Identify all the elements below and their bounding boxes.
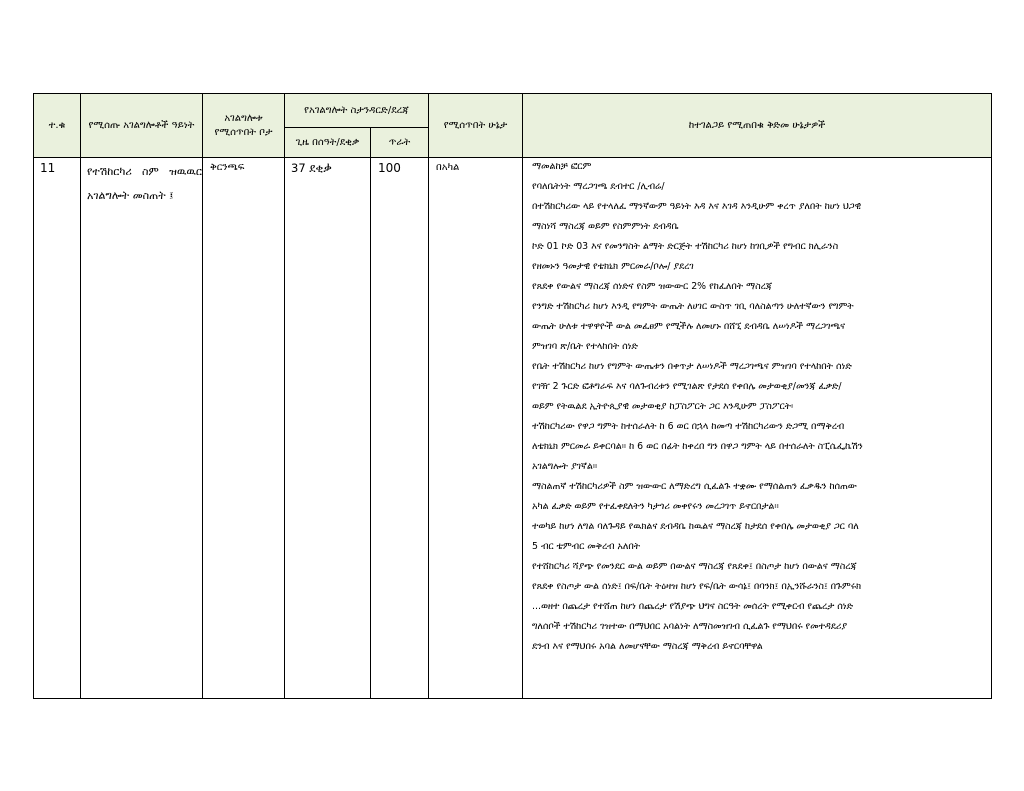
requirement-item: ተወካይ ከሆነ ለግል ባለጉዳይ የዉክልና ደብዳቤ ከዉልና ማስረጃ ከታደሰ የቀበሌ መታወቂያ ጋር ባለ — [532, 521, 859, 532]
requirement-item: የዘመኑን ዓመታዊ የቴክኒክ ምርመራ/ቦሎ/ ያደረገ — [532, 261, 694, 272]
requirement-item: ወይም የትዉልደ ኢትዮጲያዊ መታወቂያ ከፓስፖርት ጋር እንዲሁም ፓስፖርት፡ — [532, 401, 794, 412]
requirement-item: የጸደቀ የውልና ማስረጃ ሰነድና የስም ዝውውር 2% የከፈለበት ማስረጃ — [532, 281, 772, 292]
header-service-location-label: አገልግሎቱ የሚሰጥበት ቦታ — [214, 112, 273, 138]
requirement-item: የንግድ ተሽከርካሪ ከሆነ እንዲ የግምት ውጤት ለሀገር ውስጥ ገቢ ባለስልጣን ሁለተኛውን የግምት — [532, 301, 854, 312]
service-location-cell: ቅርንጫፍ — [210, 162, 245, 173]
service-time-cell: 37 ደቂቃ — [291, 161, 332, 175]
requirement-item: ተሽከርካሪው የዋጋ ግምት ከተሰራለት ከ 6 ወር በኋላ ከመጣ ተሽከርካሪውን ድጋሚ በማቅረብ — [532, 421, 845, 432]
header-quality — [371, 128, 429, 158]
col-divider — [202, 158, 203, 699]
header-time — [285, 128, 371, 158]
requirement-item: ደንብ እና የማህበሩ አባል ለመሆናቸው ማስረጃ ማቅረብ ይኖርባቸዋል — [532, 641, 763, 652]
requirement-item: የባለቤትነት ማረጋገጫ ደብተር /ሊብሬ/ — [532, 181, 665, 192]
header-standard-label: የአገልግሎት ስታንዳርድ/ደረጃ — [304, 104, 409, 116]
requirement-item: በተሽከርካሪው ላይ የተላለፈ ማንኛውም ዓይነት እዳ እና እገዳ እንዲሁም ቀረጥ ያለበት ከሆነ ህጋዊ — [532, 201, 862, 212]
service-type-cell: የተሽከርካሪ ስም ዝዉዉር አገልግሎት መስጠት ፤ — [87, 165, 202, 202]
requirement-item: አገልግሎት ያገኛል። — [532, 461, 598, 472]
delivery-mode-cell: በአካል — [436, 162, 460, 173]
requirement-item: ግለሰቦች ተሽከርካሪ ገዝተው በማህበር አባልነት ለማስመዝገብ ሲፈልጉ የማህበሩ የመተዳደሪያ — [532, 621, 848, 632]
header-service-type-label: የሚሰጡ አገልግሎቶች ዓይነት — [88, 119, 195, 131]
header-service-type — [81, 94, 203, 158]
requirement-item: የቤት ተሽከርካሪ ከሆነ የግምት ውጤቱን በቀጥታ ለሠነዶች ማረጋገጫና ምዝገባ የተላከበት ሰነድ — [532, 361, 852, 372]
requirement-item: የገዥ 2 ጉርድ ፎቶግራፍ እና ባለጉብረቱን የሚገልጽ የታደሰ የቀበሌ መታወቂያ/መንጃ ፈቃድ/ — [532, 381, 842, 392]
row-number: 11 — [40, 161, 56, 175]
service-quality-cell: 100 — [378, 161, 401, 175]
col-divider — [370, 158, 371, 699]
requirement-item: የተሸከርካሪ ሻያጭ የመንደር ውል ወይም በውልና ማስረጃ የጸደቀ፤ በስጦታ ከሆነ በውልና ማስረጃ — [532, 561, 857, 572]
requirement-item: ማስነሻ ማስረጃ ወይም የስምምነት ደብዳቤ — [532, 221, 679, 232]
header-standard — [285, 94, 429, 128]
header-time-label: ጊዜ በሰዓት/ደቂቃ — [295, 136, 360, 148]
col-divider — [284, 158, 285, 699]
col-divider — [428, 158, 429, 699]
header-requirements-label: ከተገልጋይ የሚጠበቁ ቅድመ ሁኔታዎች — [688, 119, 826, 131]
requirement-item: ውጤት ሁለቱ ተዋዋዮች ውል መፈፀም የሚችሉ ለመሆኑ በሸኚ ደብዳቤ ለሠነዶች ማረጋገጫና — [532, 321, 846, 332]
requirement-item: ኮድ 01 ኮድ 03 እና የመንግስት ልማት ድርጅት ተሽከርካሪ ከሆነ ከገቢዎች የግብር ክሊራንስ — [532, 241, 839, 252]
requirement-item: ...ወዘተ በጨረታ የተሸጠ ከሆነ በጨረታ የሽያጭ ህግና ስርዓት መሰረት የሚቀርብ የጨረታ ሰነድ — [532, 601, 853, 612]
header-no-label: ተ.ቁ — [48, 119, 66, 131]
header-quality-label: ጥራት — [388, 136, 411, 148]
header-service-location — [203, 94, 285, 158]
header-delivery-mode — [429, 94, 523, 158]
requirement-item: አካል ፈቃድ ወይም የተፈቀደለትን ካታጎሪ መቀየሩን መረጋገጥ ይኖርበታል። — [532, 501, 779, 512]
requirements-list — [532, 157, 987, 657]
requirement-item: ምዝገባ ጽ/ቤት የተላከበት ሰነድ — [532, 341, 638, 352]
requirement-item: 5 ብር ቴምብር መቅረብ አለበት — [532, 541, 641, 552]
col-divider — [80, 158, 81, 699]
col-divider — [522, 158, 523, 699]
requirement-item: ማስልጠኛ ተሽከርካሪዎች ስም ዝውውር ለማድረግ ሲፈልጉ ተቋሙ የማሰልጠን ፈቃዱን ከሰጠው — [532, 481, 857, 492]
header-requirements — [523, 94, 991, 158]
header-no — [34, 94, 81, 158]
requirement-item: ለቴክኒክ ምርመራ ይቀርባል። ከ 6 ወር በፊት ከቀረበ ግን በዋጋ ግምት ላይ በተሰራለት ስፒሴፌኬሽን — [532, 441, 863, 452]
requirement-item: ማመልከቻ ፎርም — [532, 161, 592, 172]
header-delivery-mode-label: የሚሰጥበት ሁኔታ — [443, 119, 508, 131]
requirement-item: የጸደቀ የስጦታ ውል ሰነድ፤ በፍ/ቤት ትዕዛዝ ከሆነ የፍ/ቤት ውሳኔ፤ በባንክ፤ በኢንሹራንስ፤ በጉምሩክ — [532, 581, 862, 592]
